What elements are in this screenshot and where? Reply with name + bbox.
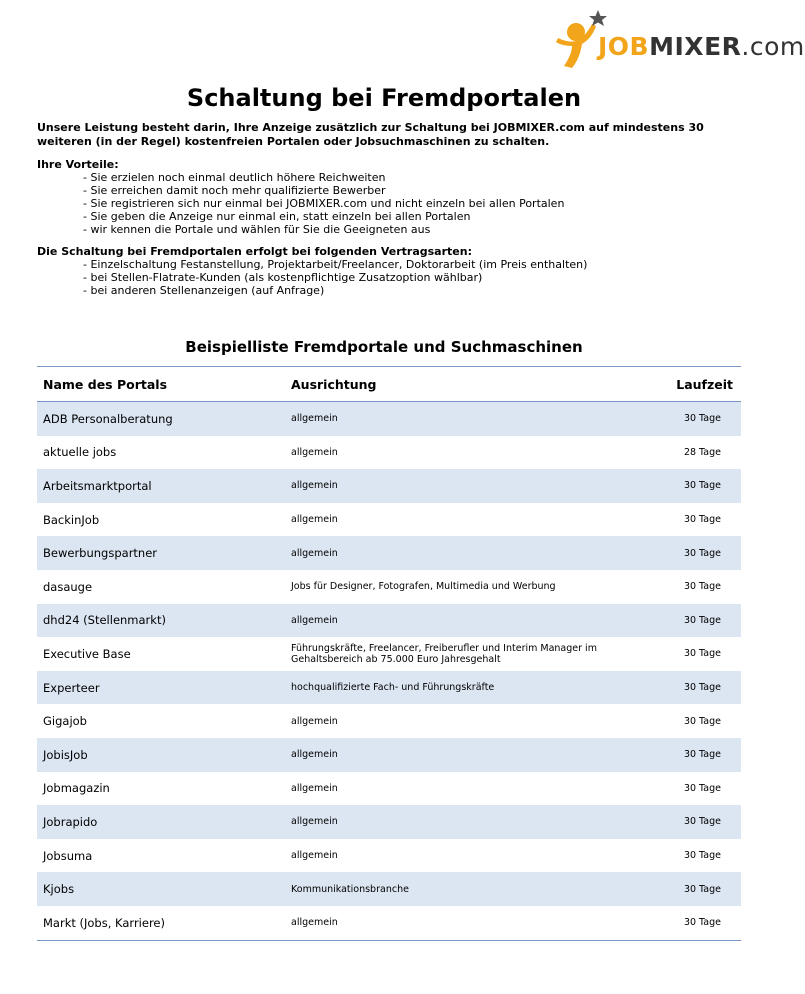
contract-item: - bei anderen Stellenanzeigen (auf Anfrage) — [83, 284, 325, 297]
table-row — [37, 402, 741, 436]
portal-name: ADB Personalberatung — [43, 411, 173, 426]
table-row — [37, 671, 741, 705]
portal-name: Jobmagazin — [43, 781, 110, 796]
portal-focus: allgemein — [291, 749, 338, 761]
advantage-item: - Sie registrieren sich nur einmal bei JOBMIXER.com und nicht einzeln bei allen Portalen — [83, 197, 565, 210]
advantage-item: - Sie geben die Anzeige nur einmal ein, statt einzeln bei allen Portalen — [83, 210, 471, 223]
table-row — [37, 503, 741, 537]
portal-duration: 30 Tage — [683, 514, 721, 526]
portal-duration: 30 Tage — [683, 917, 721, 929]
portal-name: Arbeitsmarktportal — [43, 478, 152, 493]
portal-focus: allgemein — [291, 917, 338, 929]
table-row — [37, 839, 741, 873]
portal-duration: 28 Tage — [683, 446, 721, 458]
advantage-item: - Sie erzielen noch einmal deutlich höhere Reichweiten — [83, 171, 386, 184]
portal-focus: Jobs für Designer, Fotografen, Multimedia und Werbung — [291, 581, 556, 593]
advantage-item: - wir kennen die Portale und wählen für Sie die Geeigneten aus — [83, 223, 431, 236]
portal-focus: allgemein — [291, 614, 338, 626]
table-title: Beispielliste Fremdportale und Suchmaschinen — [185, 338, 583, 356]
table-row — [37, 906, 741, 940]
portal-duration: 30 Tage — [683, 682, 721, 694]
table-row — [37, 570, 741, 604]
logo-text-mixer: MIXER — [649, 32, 742, 61]
portal-duration: 30 Tage — [683, 749, 721, 761]
portal-name: aktuelle jobs — [43, 445, 117, 460]
jobmixer-logo — [552, 8, 805, 70]
portal-name: Jobrapido — [43, 814, 98, 829]
header-name: Name des Portals — [43, 376, 168, 392]
portal-duration: 30 Tage — [683, 413, 721, 425]
contracts-heading: Die Schaltung bei Fremdportalen erfolgt bei folgenden Vertragsarten: — [37, 245, 472, 258]
table-row — [37, 805, 741, 839]
portal-focus: Führungskräfte, Freelancer, Freiberufler und Interim Manager im Gehaltsbereich ab 75.000 Euro Jahresgehalt — [291, 642, 597, 665]
portal-focus: allgemein — [291, 782, 338, 794]
advantages-section — [37, 158, 564, 236]
portal-name: Gigajob — [43, 714, 87, 729]
portal-name: Jobsuma — [43, 848, 93, 863]
portal-name: Executive Base — [43, 646, 131, 661]
portal-name: Kjobs — [43, 882, 75, 897]
portal-duration: 30 Tage — [683, 547, 721, 559]
portal-focus: allgemein — [291, 816, 338, 828]
portal-duration: 30 Tage — [683, 883, 721, 895]
table-row — [37, 872, 741, 906]
portal-duration: 30 Tage — [683, 581, 721, 593]
portal-focus: allgemein — [291, 850, 338, 862]
portal-name: dhd24 (Stellenmarkt) — [43, 613, 166, 628]
portal-name: Experteer — [43, 680, 100, 695]
table-row — [37, 536, 741, 570]
table-row — [37, 738, 741, 772]
portal-name: dasauge — [43, 579, 93, 594]
table-row — [37, 704, 741, 738]
contracts-section — [37, 245, 587, 297]
intro-paragraph: Unsere Leistung besteht darin, Ihre Anzeige zusätzlich zur Schaltung bei JOBMIXER.com auf mindestens 30 weiteren (in der Regel) kostenfreien Portalen oder Jobsuchmaschinen zu schalten. — [37, 121, 704, 148]
header-focus: Ausrichtung — [291, 376, 377, 392]
logo-text-com: .com — [741, 32, 805, 61]
portal-name: Markt (Jobs, Karriere) — [43, 915, 165, 930]
portal-duration: 30 Tage — [683, 715, 721, 727]
table-row — [37, 637, 741, 671]
page-title: Schaltung bei Fremdportalen — [186, 84, 582, 112]
portal-duration: 30 Tage — [683, 648, 721, 660]
portal-focus: allgemein — [291, 480, 338, 492]
portal-name: Bewerbungspartner — [43, 546, 158, 561]
portal-name: JobisJob — [43, 747, 88, 762]
portal-focus: hochqualifizierte Fach- und Führungskräfte — [291, 682, 495, 694]
table-row — [37, 436, 741, 470]
header-duration: Laufzeit — [676, 376, 733, 392]
portal-focus: allgemein — [291, 514, 338, 526]
contract-item: - bei Stellen-Flatrate-Kunden (als kostenpflichtige Zusatzoption wählbar) — [83, 271, 483, 284]
portal-duration: 30 Tage — [683, 782, 721, 794]
table-row — [37, 604, 741, 638]
portal-focus: Kommunikationsbranche — [291, 883, 409, 895]
portal-duration: 30 Tage — [683, 850, 721, 862]
portal-duration: 30 Tage — [683, 816, 721, 828]
table-row — [37, 469, 741, 503]
portal-duration: 30 Tage — [683, 614, 721, 626]
table-row — [37, 772, 741, 806]
portal-duration: 30 Tage — [683, 480, 721, 492]
portal-table — [37, 366, 741, 941]
table-header — [37, 367, 741, 402]
portal-focus: allgemein — [291, 547, 338, 559]
portal-focus: allgemein — [291, 413, 338, 425]
portal-focus: allgemein — [291, 715, 338, 727]
advantage-item: - Sie erreichen damit noch mehr qualifizierte Bewerber — [83, 184, 386, 197]
table-body — [37, 402, 741, 940]
advantages-heading: Ihre Vorteile: — [37, 158, 119, 171]
contract-item: - Einzelschaltung Festanstellung, Projektarbeit/Freelancer, Doktorarbeit (im Preis enthalten) — [83, 258, 588, 271]
logo-text-job: JOB — [598, 32, 650, 61]
portal-focus: allgemein — [291, 446, 338, 458]
portal-name: BackinJob — [43, 512, 100, 527]
